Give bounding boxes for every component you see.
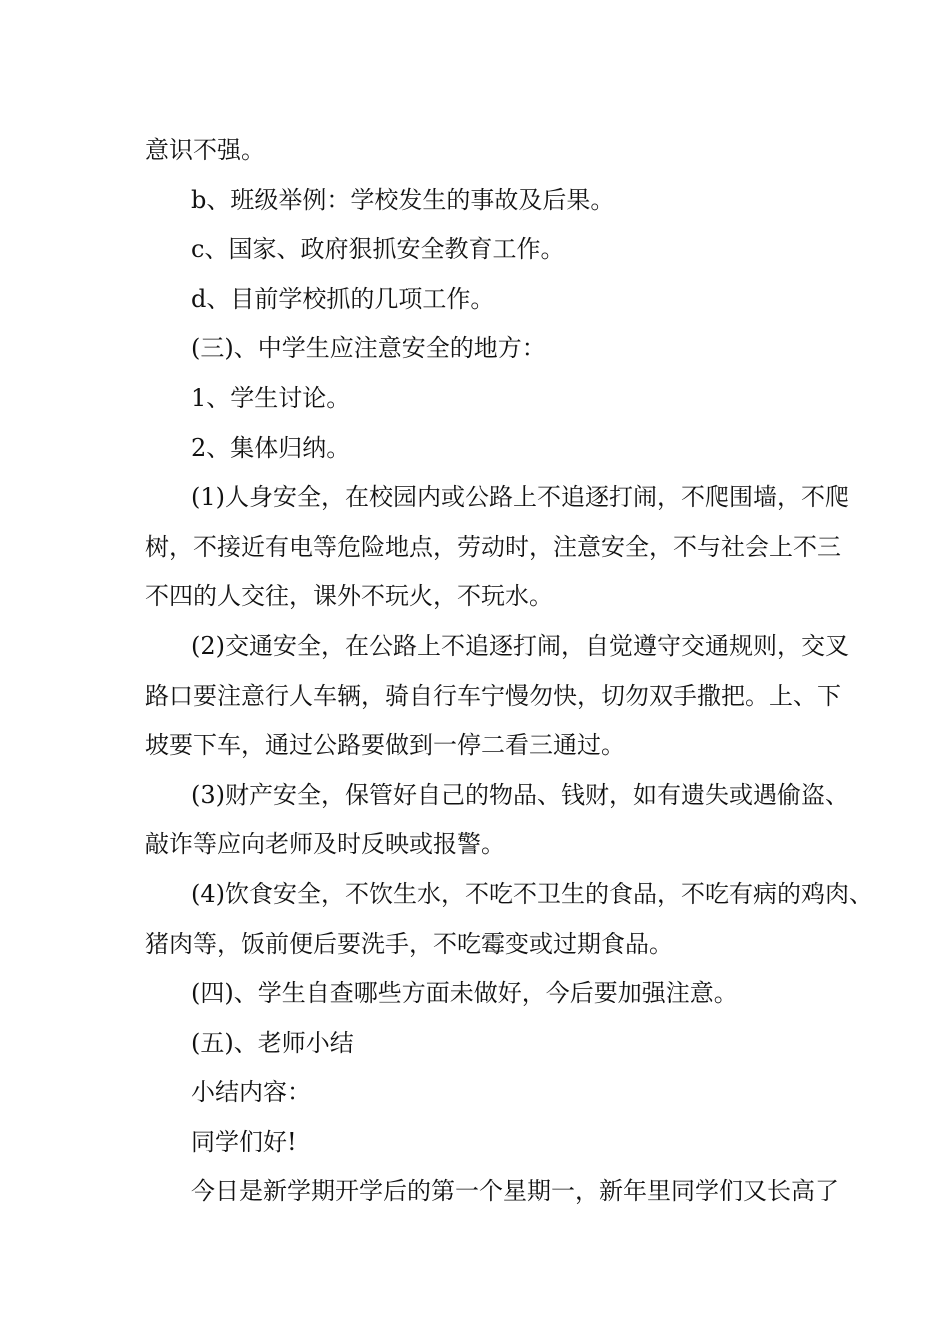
text-line: (1)人身安全，在校园内或公路上不追逐打闹，不爬围墙，不爬 [191, 483, 849, 512]
text-line: d、目前学校抓的几项工作。 [191, 284, 495, 313]
text-line: 树，不接近有电等危险地点，劳动时，注意安全，不与社会上不三 [145, 532, 841, 561]
text-line: (3)财产安全，保管好自己的物品、钱财，如有遗失或遇偷盗、 [191, 780, 849, 809]
text-line: 敲诈等应向老师及时反映或报警。 [145, 830, 505, 859]
text-line: 1、学生讨论。 [191, 383, 351, 412]
text-line: (4)饮食安全，不饮生水，不吃不卫生的食品，不吃有病的鸡肉、 [191, 879, 873, 908]
text-line: 2、集体归纳。 [191, 433, 351, 462]
text-line: 今日是新学期开学后的第一个星期一，新年里同学们又长高了 [191, 1177, 839, 1206]
document-body [145, 126, 873, 1217]
text-line: 不四的人交往，课外不玩火，不玩水。 [145, 582, 553, 611]
text-line: 小结内容： [191, 1078, 311, 1107]
text-line: 意识不强。 [145, 136, 265, 164]
section-heading: (五)、老师小结 [191, 1028, 354, 1057]
text-line: (2)交通安全，在公路上不追逐打闹，自觉遵守交通规则，交叉 [191, 631, 849, 660]
section-heading: (四)、学生自查哪些方面未做好，今后要加强注意。 [191, 979, 738, 1008]
text-line: 路口要注意行人车辆，骑自行车宁慢勿快，切勿双手撒把。上、下 [145, 681, 841, 710]
section-heading: (三)、中学生应注意安全的地方： [191, 334, 546, 363]
text-line: 同学们好! [191, 1127, 297, 1156]
text-line: b、班级举例：学校发生的事故及后果。 [191, 185, 615, 214]
text-line: c、国家、政府狠抓安全教育工作。 [191, 235, 565, 264]
text-line: 猪肉等，饭前便后要洗手，不吃霉变或过期食品。 [145, 929, 673, 958]
text-line: 坡要下车，通过公路要做到一停二看三通过。 [145, 731, 625, 760]
